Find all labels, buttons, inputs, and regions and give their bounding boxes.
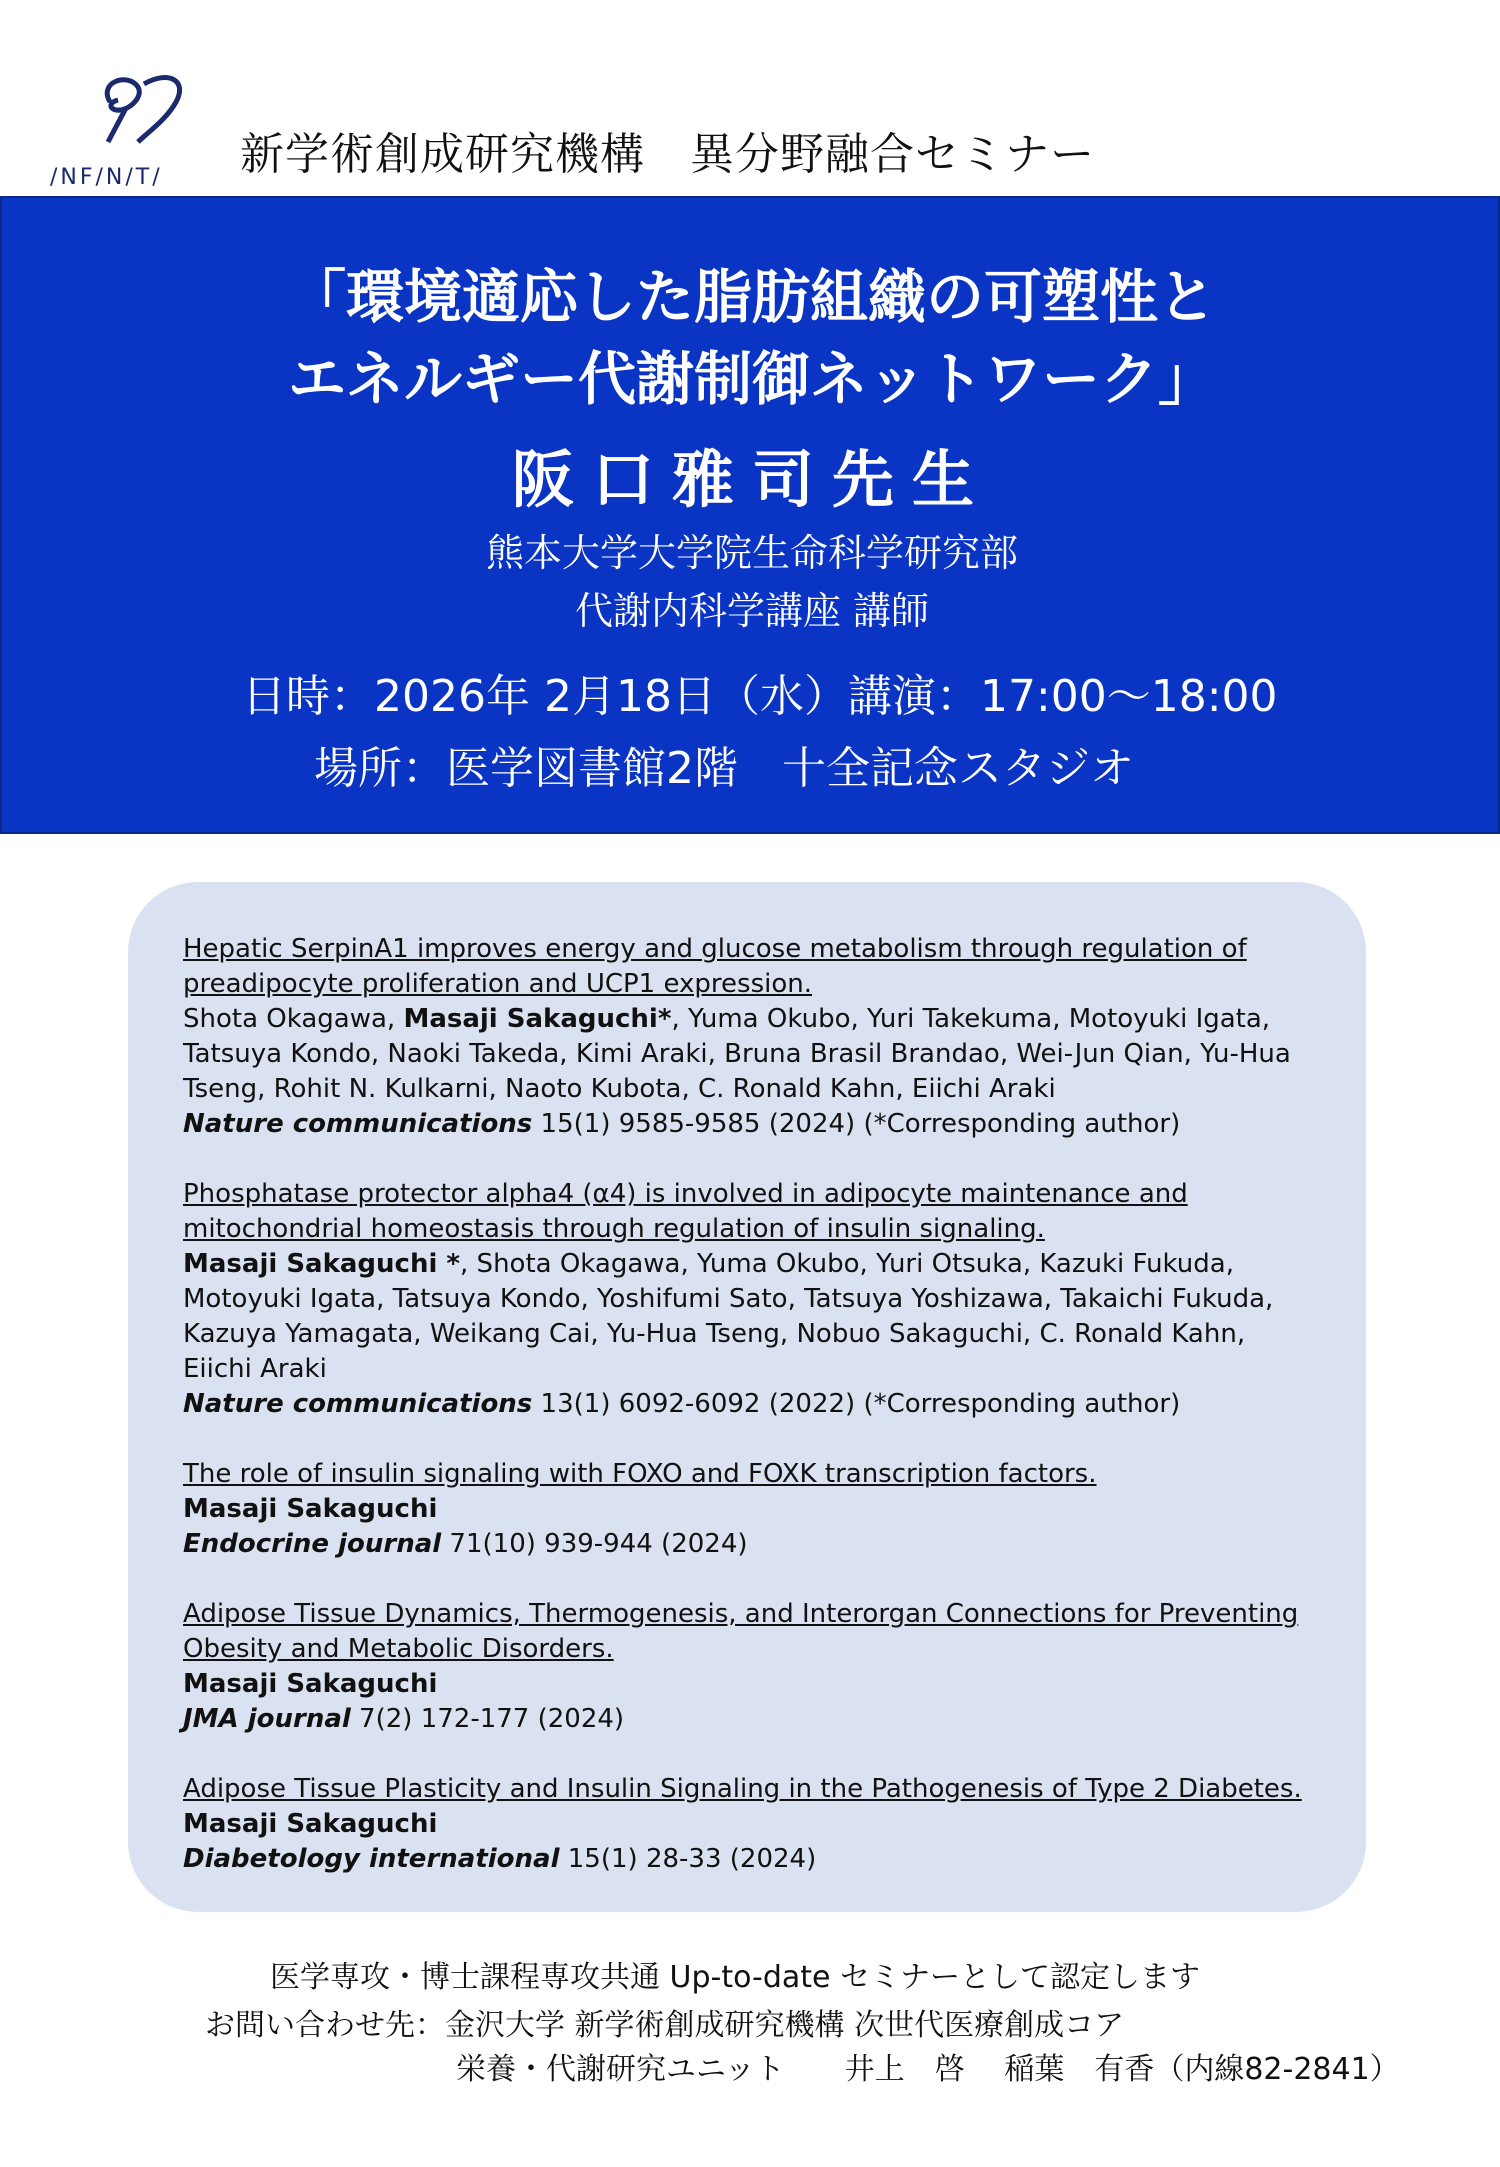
infiniti-logo-icon bbox=[48, 62, 228, 192]
speaker-name: 阪口雅司先生 bbox=[511, 443, 992, 516]
seminar-datetime: 日時：2026年 2月18日（水）講演：17:00～18:00 bbox=[242, 671, 1278, 722]
publication-item bbox=[183, 1772, 1313, 1877]
publication-title: Hepatic SerpinA1 improves energy and glucose metabolism through regulation of preadipocyte proliferation and UCP1 expression. bbox=[183, 934, 1247, 999]
publication-authors: Masaji Sakaguchi *, Shota Okagawa, Yuma Okubo, Yuri Otsuka, Kazuki Fukuda, Motoyuki Igata, Tatsuya Kondo, Yoshifumi Sato, Tatsuya Yoshizawa, Takaichi Fukuda, Kazuya Yamagata, Weikang Cai, Yu-Hua Tseng, Nobuo Sakaguchi, C. Ronald Kahn, Eiichi Araki bbox=[183, 1249, 1274, 1384]
contact-line2: 栄養・代謝研究ユニット 井上 啓 稲葉 有香（内線82-2841） bbox=[456, 2052, 1400, 2087]
publication-authors: Masaji Sakaguchi bbox=[183, 1494, 438, 1524]
publication-title: Adipose Tissue Plasticity and Insulin Signaling in the Pathogenesis of Type 2 Diabetes. bbox=[183, 1774, 1302, 1804]
seminar-banner bbox=[0, 196, 1500, 834]
seminar-title-line2: エネルギー代謝制御ネットワーク」 bbox=[287, 345, 1216, 413]
publication-list bbox=[128, 882, 1366, 1912]
publication-journal: JMA journal 7(2) 172-177 (2024) bbox=[183, 1704, 625, 1734]
publication-title: Phosphatase protector alpha4 (α4) is involved in adipocyte maintenance and mitochondrial homeostasis through regulation of insulin signaling. bbox=[183, 1179, 1188, 1244]
org-title: 新学術創成研究機構 異分野融合セミナー bbox=[240, 129, 1095, 180]
publication-journal: Nature communications 13(1) 6092-6092 (2022) (*Corresponding author) bbox=[183, 1389, 1181, 1419]
publication-authors: Masaji Sakaguchi bbox=[183, 1809, 438, 1839]
publication-title: Adipose Tissue Dynamics, Thermogenesis, and Interorgan Connections for Preventing Obesity and Metabolic Disorders. bbox=[183, 1599, 1299, 1664]
publication-authors: Masaji Sakaguchi bbox=[183, 1669, 438, 1699]
publication-item bbox=[183, 1597, 1313, 1737]
certification-note: 医学専攻・博士課程専攻共通 Up-to-date セミナーとして認定します bbox=[270, 1960, 1201, 1995]
publication-authors: Shota Okagawa, Masaji Sakaguchi*, Yuma Okubo, Yuri Takekuma, Motoyuki Igata, Tatsuya Kondo, Naoki Takeda, Kimi Araki, Bruna Brasil Brandao, Wei-Jun Qian, Yu-Hua Tseng, Rohit N. Kulkarni, Naoto Kubota, C. Ronald Kahn, Eiichi Araki bbox=[183, 1004, 1291, 1104]
publication-item bbox=[183, 932, 1313, 1142]
contact-line1: お問い合わせ先：金沢大学 新学術創成研究機構 次世代医療創成コア bbox=[205, 2008, 1125, 2043]
publication-item bbox=[183, 1457, 1313, 1562]
speaker-affiliation-line2: 代謝内科学講座 講師 bbox=[574, 589, 930, 633]
seminar-venue: 場所：医学図書館2階 十全記念スタジオ bbox=[314, 743, 1134, 794]
svg-text:/NF/N/T/: /NF/N/T/ bbox=[50, 165, 163, 190]
seminar-title-line1: 「環境適応した脂肪組織の可塑性と bbox=[287, 263, 1216, 331]
publication-journal: Nature communications 15(1) 9585-9585 (2024) (*Corresponding author) bbox=[183, 1109, 1181, 1139]
speaker-affiliation-line1: 熊本大学大学院生命科学研究部 bbox=[485, 531, 1018, 575]
publication-title: The role of insulin signaling with FOXO and FOXK transcription factors. bbox=[183, 1459, 1097, 1489]
publication-journal: Endocrine journal 71(10) 939-944 (2024) bbox=[183, 1529, 748, 1559]
publication-journal: Diabetology international 15(1) 28-33 (2024) bbox=[183, 1844, 817, 1874]
publication-item bbox=[183, 1177, 1313, 1422]
